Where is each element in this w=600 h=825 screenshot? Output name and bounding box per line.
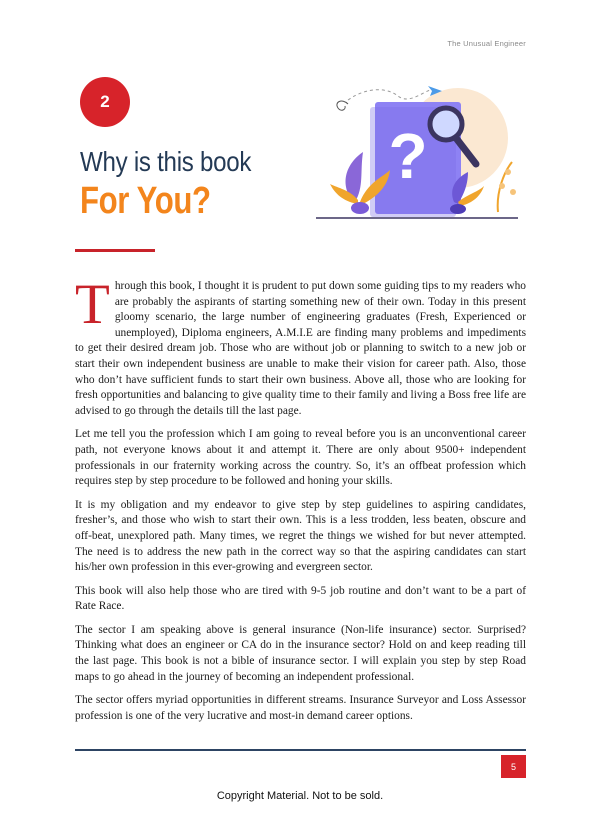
chapter-number-badge: 2 — [80, 77, 130, 127]
running-head: The Unusual Engineer — [447, 39, 526, 48]
swirl-icon — [337, 101, 348, 110]
paragraph: It is my obligation and my endeavor to give step by step guidelines to aspiring candidates, fresher’s, and those who wish to start their own. This is a less trodden, less beaten, obscure and off-beat, unexplored path. Many times, we regret the things we wished for but never attempted. The need is to address the new path in the correct way so that the aspiring candidates can start his/her own profession in this ever-growing and evergreen sector. — [75, 498, 526, 574]
plant-pot-left — [351, 202, 369, 214]
paragraph — [75, 273, 526, 419]
plant-pot-right — [450, 204, 466, 214]
question-mark-magnifier-illustration — [308, 82, 526, 222]
body-text — [75, 273, 526, 732]
paragraph: The sector I am speaking above is general insurance (Non-life insurance) sector. Surprised? Thinking what does an engineer or CA do in the insurance sector? Hold on and keep reading till the last page. This book is not a bible of insurance sector. I will explain you step by step Road maps to go ahead in the journey of becoming an independent professional. — [75, 623, 526, 683]
paragraph: Let me tell you the profession which I am going to reveal before you is an unconventional career path, not everyone knows about it and attempt it. There are only about 9500+ independent professionals in our fraternity working across the country. So, it’s an offbeat profession which requires step by step procedure to be followed and honing your skills. — [75, 428, 526, 488]
paragraph: This book will also help those who are tired with 9-5 job routine and don’t want to be a part of Rate Race. — [75, 584, 526, 613]
copyright-notice: Copyright Material. Not to be sold. — [216, 790, 384, 802]
question-mark-icon: ? — [388, 120, 428, 192]
footer-rule — [75, 749, 526, 751]
paragraph: The sector offers myriad opportunities in different streams. Insurance Surveyor and Loss Assessor profession is one of the very lucrative and most-in demand career options. — [75, 694, 526, 722]
page-number: 5 — [501, 755, 526, 778]
chapter-title-line2: For You? — [80, 180, 211, 222]
dropcap: T — [75, 273, 110, 336]
chapter-title-line1: Why is this book — [80, 146, 252, 177]
dashed-flight-path — [348, 90, 430, 100]
paragraph-text: hrough this book, I thought it is prudent to put down some guiding tips to my readers who are probably the aspirants of starting something new of their own. Today in this present gloomy scenario, the large number of engineering graduates (Fresh, Experienced or unemployed), Diploma engineers, A.M.I.E are finding many problems and impediments to get their desired dream job. Those who are without job or planning to switch to a new job or start their own independent business are unable to make their vision for career path. Also, those who don’t have sufficient funds to start their own business. Above all, those who are looking for fresh opportunities and balancing to give quality time to their family and living a Boss free life are advised to go through the details till the last page. — [75, 280, 526, 417]
title-underline — [75, 249, 155, 252]
